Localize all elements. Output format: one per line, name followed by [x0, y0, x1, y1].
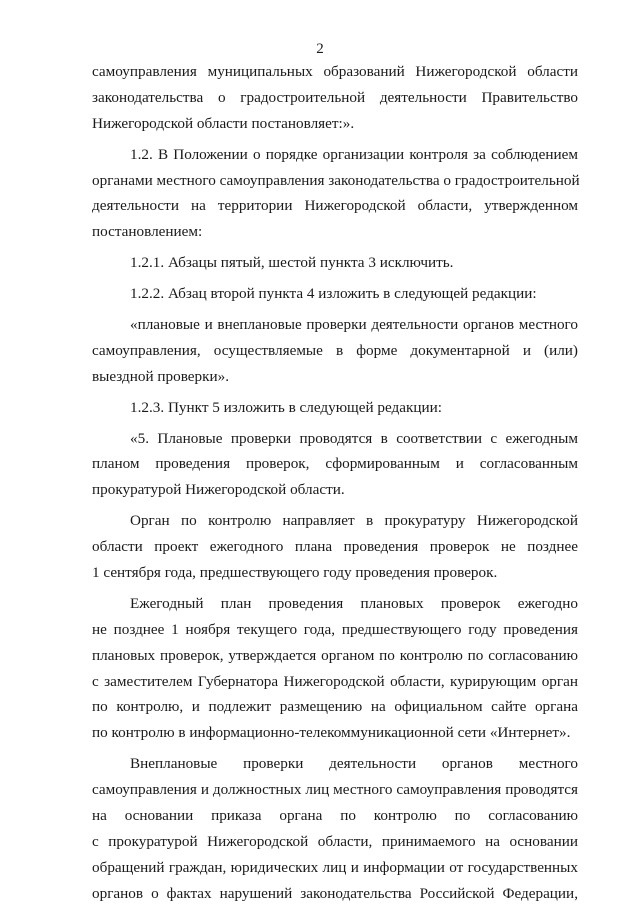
text-line: 1.2.1. Абзацы пятый, шестой пункта 3 исключить. [130, 254, 454, 272]
text-line: «5. Плановые проверки проводятся в соответствии с ежегодным [130, 429, 578, 447]
text-line: не позднее 1 ноября текущего года, предшествующего году проведения [92, 620, 578, 638]
text-line: органов о фактах нарушений законодательства Российской Федерации, [92, 884, 578, 902]
text-line: 1.2. В Положении о порядке организации контроля за соблюдением [130, 145, 578, 163]
text-line: Орган по контролю направляет в прокуратуру Нижегородской [130, 512, 578, 530]
text-line: обращений граждан, юридических лиц и информации от государственных [92, 858, 578, 876]
text-line: Внеплановые проверки деятельности органов местного [130, 755, 578, 773]
text-line: с заместителем Губернатора Нижегородской области, курирующим орган [92, 672, 578, 690]
text-line: постановлением: [92, 223, 203, 241]
text-line: 1.2.2. Абзац второй пункта 4 изложить в следующей редакции: [130, 285, 537, 303]
text-line: области проект ежегодного плана проведения проверок не позднее [92, 538, 578, 556]
text-line: по контролю в информационно-телекоммуникационной сети «Интернет». [92, 724, 571, 742]
text-line: на основании приказа органа по контролю по согласованию [92, 807, 578, 825]
text-line: самоуправления, осуществляемые в форме документарной и (или) [92, 341, 578, 359]
text-line: самоуправления и должностных лиц местного самоуправления проводятся [92, 781, 578, 799]
text-line: «плановые и внеплановые проверки деятельности органов местного [130, 316, 578, 334]
page-number: 2 [316, 41, 324, 57]
text-line: Ежегодный план проведения плановых проверок ежегодно [130, 594, 578, 612]
text-line: планом проведения проверок, сформированным и согласованным [92, 455, 578, 473]
text-line: органами местного самоуправления законодательства о градостроительной [92, 171, 580, 189]
text-line: законодательства о градостроительной деятельности Правительство [92, 88, 578, 106]
text-line: Нижегородской области постановляет:». [92, 114, 355, 132]
text-line: прокуратурой Нижегородской области. [92, 481, 345, 499]
text-line: самоуправления муниципальных образований Нижегородской области [92, 63, 578, 80]
text-line: деятельности на территории Нижегородской области, утвержденном [92, 197, 578, 215]
text-line: 1 сентября года, предшествующего году проведения проверок. [92, 564, 498, 582]
text-line: с прокуратурой Нижегородской области, принимаемого на основании [92, 832, 578, 850]
text-line: плановых проверок, утверждается органом по контролю по согласованию [92, 646, 578, 664]
document-body [92, 59, 578, 907]
text-line: выездной проверки». [92, 367, 230, 385]
text-line: 1.2.3. Пункт 5 изложить в следующей редакции: [130, 398, 443, 416]
text-line: по контролю, и подлежит размещению на официальном сайте органа [92, 698, 578, 716]
